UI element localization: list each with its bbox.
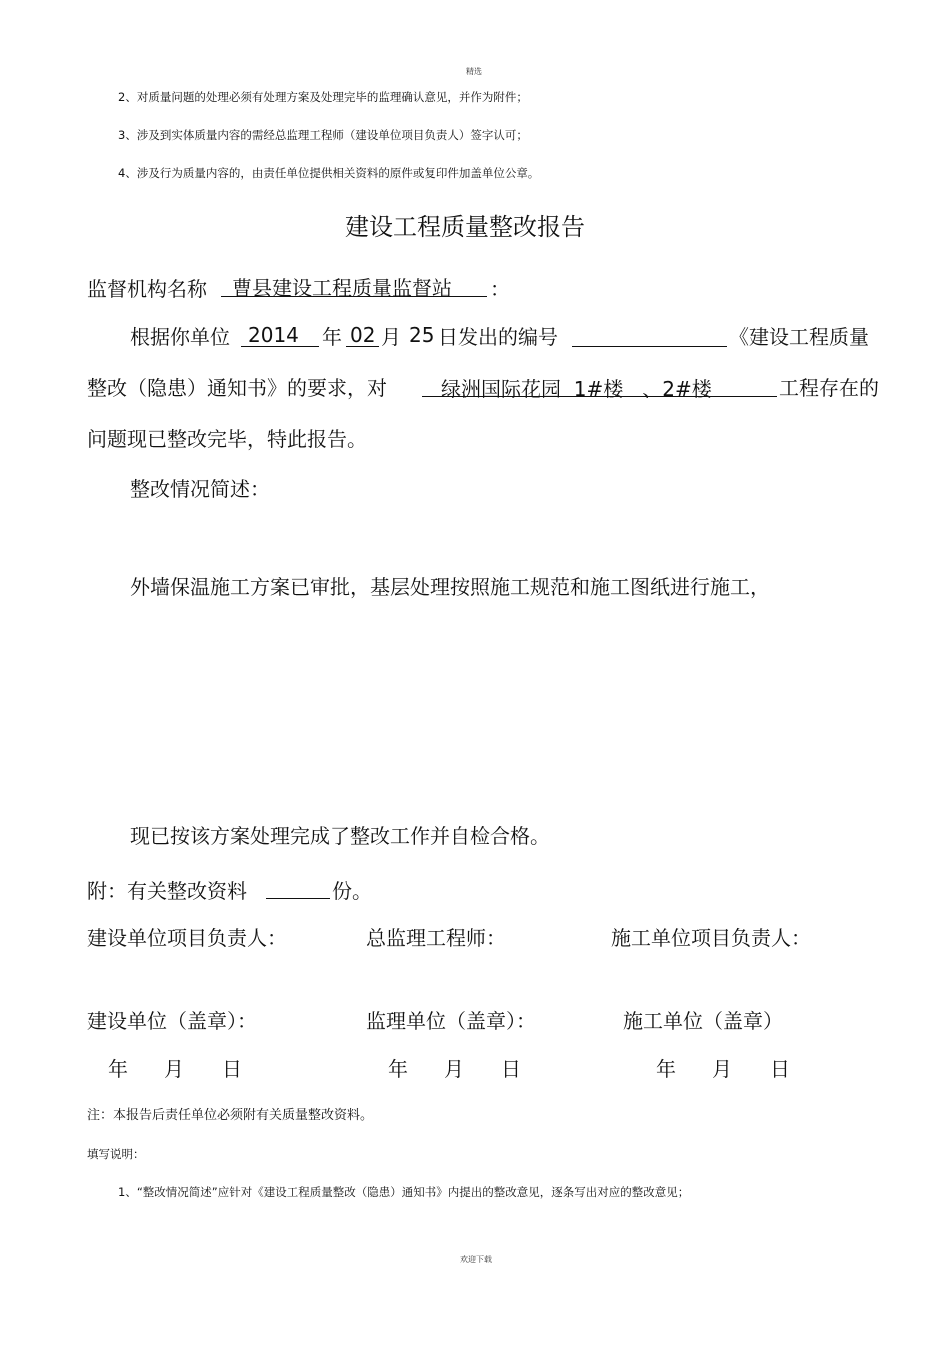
para-lead: 根据你单位: [130, 325, 230, 349]
instruction-item-2: 2、对质量问题的处理必须有处理方案及处理完毕的监理确认意见，并作为附件；: [118, 90, 528, 104]
year-underline: [241, 346, 319, 347]
para-line2-start: 整改（隐患）通知书》的要求，对: [87, 376, 387, 400]
day-tail: 日发出的编号: [438, 325, 558, 349]
instruction-item-3: 3、涉及到实体质量内容的需经总监理工程师（建设单位项目负责人）签字认可；: [118, 128, 528, 142]
contractor-date-year: 年: [656, 1057, 676, 1081]
owner-date-year: 年: [108, 1057, 128, 1081]
attach-label: 附：有关整改资料: [87, 879, 247, 903]
contractor-seal-label: 施工单位（盖章）: [623, 1009, 783, 1033]
number-underline: [572, 346, 727, 347]
agency-colon: ：: [490, 277, 510, 301]
agency-label: 监督机构名称: [87, 277, 207, 301]
day-value: 25: [409, 323, 435, 347]
summary-label: 整改情况简述：: [130, 477, 270, 501]
conclusion-text: 现已按该方案处理完成了整改工作并自检合格。: [130, 824, 550, 848]
fill-instruction-item-1: 1、“整改情况简述”应针对《建设工程质量整改（隐患）通知书》内提出的整改意见，逐条写出对应的整改意见；: [118, 1185, 690, 1199]
year-value: 2014: [248, 323, 299, 347]
instruction-item-4: 4、涉及行为质量内容的，由责任单位提供相关资料的原件或复印件加盖单位公章。: [118, 166, 540, 180]
month-unit: 月: [381, 325, 401, 349]
supervisor-date-day: 日: [501, 1057, 521, 1081]
month-underline: [346, 346, 379, 347]
owner-signer-label: 建设单位项目负责人：: [87, 926, 287, 950]
agency-value: 曹县建设工程质量监督站: [232, 276, 452, 300]
attach-unit: 份。: [332, 879, 372, 903]
supervisor-date-month: 月: [444, 1057, 464, 1081]
supervisor-date-year: 年: [388, 1057, 408, 1081]
attach-count-underline: [266, 898, 330, 899]
supervisor-seal-label: 监理单位（盖章）：: [366, 1009, 536, 1033]
note-text: 注：本报告后责任单位必须附有关质量整改资料。: [87, 1108, 374, 1123]
project-underline: [422, 396, 777, 397]
contractor-date-day: 日: [770, 1057, 790, 1081]
header-mark: 精选: [466, 67, 482, 76]
para-line3: 问题现已整改完毕，特此报告。: [87, 427, 367, 451]
page-title: 建设工程质量整改报告: [345, 213, 585, 241]
agency-underline: [221, 296, 487, 297]
footer-mark: 欢迎下载: [460, 1255, 492, 1264]
book-title-start: 《建设工程质量: [729, 325, 869, 349]
contractor-date-month: 月: [712, 1057, 732, 1081]
supervisor-signer-label: 总监理工程师：: [366, 926, 506, 950]
owner-seal-label: 建设单位（盖章）：: [87, 1009, 257, 1033]
year-unit: 年: [322, 325, 342, 349]
fill-instructions-title: 填写说明：: [87, 1147, 145, 1161]
para-line2-end: 工程存在的: [779, 376, 879, 400]
owner-date-day: 日: [222, 1057, 242, 1081]
summary-text: 外墙保温施工方案已审批，基层处理按照施工规范和施工图纸进行施工，: [130, 575, 770, 599]
month-value: 02: [350, 323, 376, 347]
owner-date-month: 月: [164, 1057, 184, 1081]
project-value: 绿洲国际花园 1#楼 、2#楼: [441, 377, 712, 401]
contractor-signer-label: 施工单位项目负责人：: [611, 926, 811, 950]
